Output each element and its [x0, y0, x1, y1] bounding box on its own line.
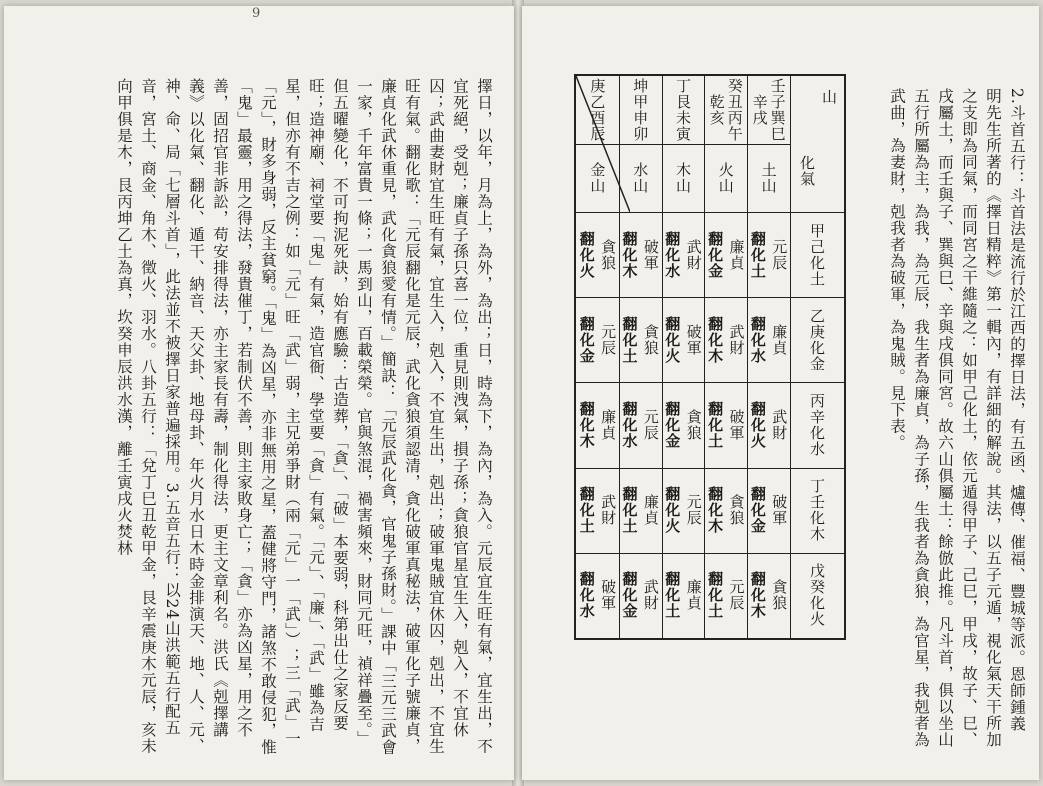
- table-cell-star: 元辰: [641, 408, 660, 441]
- table-cell-star: 貪狼: [684, 408, 703, 441]
- table-cell-fanhua: 翻化金: [663, 400, 682, 449]
- table-header-mountain: 山: [820, 89, 838, 105]
- table-cell-fanhua: 翻化金: [706, 230, 725, 279]
- table-cell-star: 武財: [641, 579, 660, 612]
- table-cell-star: 廉貞: [641, 494, 660, 527]
- table-cell-fanhua: 翻化金: [620, 571, 639, 620]
- table-cell-fanhua: 翻化水: [620, 400, 639, 449]
- row-huaqi-label: 甲己化土: [808, 222, 826, 287]
- table-cell-fanhua: 翻化土: [620, 486, 639, 535]
- table-cell-star: 貪狼: [599, 238, 618, 271]
- table-cell-fanhua: 翻化火: [577, 230, 596, 279]
- table-cell-star: 廉貞: [684, 579, 703, 612]
- mountain-element-label: 火山: [716, 162, 735, 194]
- row-huaqi-label: 戊癸化火: [808, 563, 826, 628]
- douShou-table: [574, 74, 846, 640]
- table-cell-fanhua: 翻化木: [748, 571, 767, 620]
- table-cell-fanhua: 翻化土: [706, 571, 725, 620]
- table-cell-star: 元辰: [770, 238, 789, 271]
- table-header-huaqi: 化氣: [798, 155, 816, 187]
- table-cell-fanhua: 翻化金: [577, 315, 596, 364]
- table-cell-star: 武財: [770, 408, 789, 441]
- table-cell-star: 廉貞: [770, 323, 789, 356]
- table-cell-star: 破軍: [727, 408, 746, 441]
- table-cell-star: 元辰: [727, 579, 746, 612]
- table-cell-star: 貪狼: [727, 494, 746, 527]
- mountain-element-label: 金山: [588, 162, 607, 194]
- table-cell-fanhua: 翻化土: [663, 571, 682, 620]
- table-cell-fanhua: 翻化水: [577, 571, 596, 620]
- table-cell-star: 廉貞: [599, 408, 618, 441]
- table-cell-star: 武財: [599, 494, 618, 527]
- table-cell-fanhua: 翻化水: [663, 230, 682, 279]
- table-cell-fanhua: 翻化火: [663, 315, 682, 364]
- mountain-group-label: 庚乙酉辰: [588, 78, 607, 142]
- table-cell-fanhua: 翻化木: [577, 400, 596, 449]
- table-cell-star: 貪狼: [770, 579, 789, 612]
- table-cell-star: 破軍: [641, 238, 660, 271]
- mountain-element-label: 水山: [631, 162, 650, 194]
- table-cell-fanhua: 翻化土: [748, 230, 767, 279]
- mountain-group-label: 壬子巽巳辛戌: [750, 78, 787, 142]
- page-number: 9: [252, 6, 261, 21]
- table-cell-fanhua: 翻化土: [706, 400, 725, 449]
- table-cell-fanhua: 翻化土: [577, 486, 596, 535]
- left-page: [4, 6, 514, 780]
- row-huaqi-label: 乙庚化金: [808, 307, 826, 372]
- table-cell-star: 武財: [727, 323, 746, 356]
- table-cell-fanhua: 翻化木: [706, 315, 725, 364]
- mountain-group-label: 癸丑丙午乾亥: [707, 78, 744, 142]
- table-cell-star: 廉貞: [727, 238, 746, 271]
- table-cell-fanhua: 翻化木: [706, 486, 725, 535]
- table-cell-fanhua: 翻化木: [620, 230, 639, 279]
- row-huaqi-label: 丁壬化木: [808, 478, 826, 543]
- table-cell-fanhua: 翻化火: [663, 486, 682, 535]
- table-cell-star: 破軍: [599, 579, 618, 612]
- table-cell-star: 破軍: [684, 323, 703, 356]
- table-cell-fanhua: 翻化火: [748, 400, 767, 449]
- table-cell-fanhua: 翻化土: [620, 315, 639, 364]
- right-page: [522, 6, 1039, 780]
- table-cell-star: 元辰: [684, 494, 703, 527]
- mountain-group-label: 丁艮未寅: [674, 78, 692, 142]
- table-cell-star: 貪狼: [641, 323, 660, 356]
- table-cell-star: 武財: [684, 238, 703, 271]
- table-cell-fanhua: 翻化水: [748, 315, 767, 364]
- table-cell-star: 元辰: [599, 323, 618, 356]
- left-page-body-text: 擇日，以年，月為上，為外，為出；日，時為下，為內，為入。元辰宜生旺有氣，宜生出，不宜死絕，受剋；廉貞子孫只喜一位，重見則洩氣，損子孫；貪狼官星宜生入，剋入，不宜休囚；武曲妻財宜生旺有氣，宜生入，剋入，不宜生出，剋出；破軍鬼賊宜休囚，剋出，不宜生旺有氣。翻化歌：「元辰翻化是元辰，武化貪狼須認清，貪化破軍真秘法，破軍化子號廉貞，廉貞化武休重見，武化貪狼愛有情。」簡訣：「元辰武化貪，官鬼子孫財。」課中「三元三武會一家，千年富貴一條；一馬到山，百載榮榮。官與煞混，禍害頻來，財同元旺，禎祥疊至。」但五曜變化，不可拘泥死訣，始有應驗：古造葬，「貪」、「破」本要弱，科第出仕之家反要旺；造神廟、祠堂要「鬼」有氣，造官衙、學堂要「貪」有氣。「元」、「廉」、「武」雖為吉星，但亦有不吉之例：如「元」旺「武」弱，主兄弟爭財（兩「元」一「武」）；三「武」一「元」，財多身弱，反主貧窮。「鬼」為凶星，亦非無用之星，蓋健將守門，諸煞不敢侵犯，惟「鬼」最靈，用之得法，發貴催丁，若制伏不善，則主家敗身亡；「貪」亦為凶星，用之不善，固招官非訴訟，苟安排得法，亦主家長有壽，制化得法，更主文章利名。洪氏《剋擇講義》以化氣、翻化、遁干、納音、天父卦、地母卦、年火月水日木時金排演天、地、人、元、神、命、局「七層斗首」，此法並不被擇日家普遍採用。3.五音五行：以24山洪範五行配五音，宮土、商金、角木、徵火、羽水。八卦五行：「兌丁巳丑乾甲金，艮辛震庚木元辰，亥未向甲俱是木，艮丙坤乙土為真，坎癸申辰洪水漢，離壬寅戌火焚林: [115, 78, 493, 756]
- mountain-group-label: 坤甲申卯: [631, 78, 650, 142]
- table-cell-fanhua: 翻化金: [748, 486, 767, 535]
- row-huaqi-label: 丙辛化水: [808, 392, 826, 457]
- table-cell-star: 破軍: [770, 494, 789, 527]
- mountain-element-label: 土山: [759, 162, 778, 194]
- right-page-body-text: 2.斗首五行：斗首法是流行於江西的擇日法，有五函、爐傳、催福、豐城等派。恩師鍾義明先生所著的《擇日精粹》第一輯內，有詳細的解說。其法，以五子元遁，視化氣天干所加之支即為同氣，而同宮之干維隨之：如甲己化土，依元遁得甲子、己巳，甲戌，故子、巳、戌屬土，而壬與子、巽與巳、辛與戌俱同宮。故六山俱屬土：餘倣此推。凡斗首，俱以坐山五行所屬為主，為我，為元辰，我生者為廉貞，為子孫，生我者為貪狼，為官星，我剋者為武曲，為妻財，剋我者為破軍，為鬼賊。見下表。: [888, 88, 1026, 748]
- mountain-element-label: 木山: [674, 162, 692, 194]
